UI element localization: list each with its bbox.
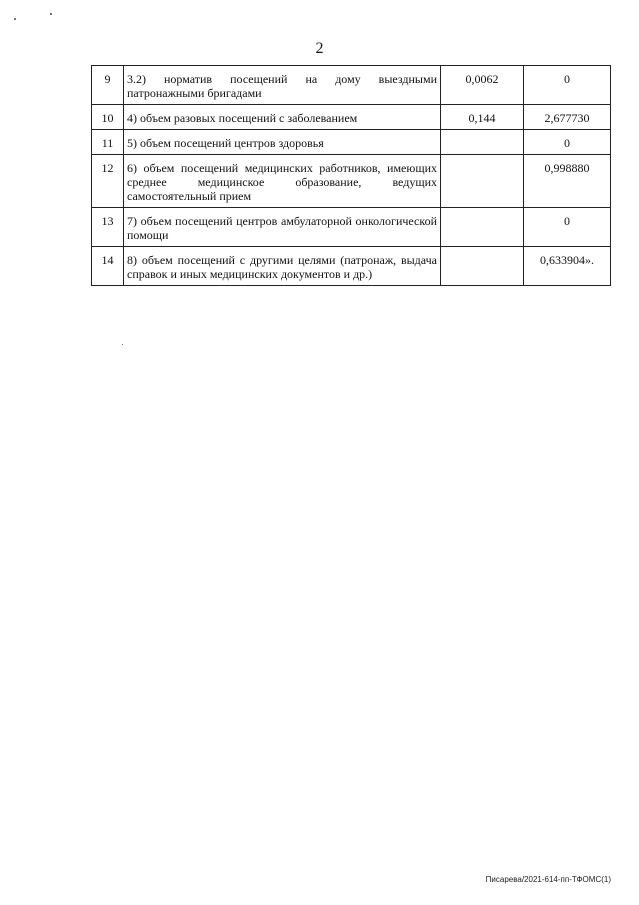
row-value-1: 0,0062 — [441, 66, 524, 105]
row-value-1 — [441, 247, 524, 286]
row-value-2: 0 — [524, 130, 611, 155]
table-row — [92, 155, 611, 208]
row-value-2: 0,633904». — [524, 247, 611, 286]
table-row — [92, 208, 611, 247]
row-value-2: 0 — [524, 66, 611, 105]
row-description: 3.2) норматив посещений на дому выездными патронажными бригадами — [124, 66, 441, 105]
row-value-1: 0,144 — [441, 105, 524, 130]
row-number: 12 — [92, 155, 124, 208]
table-row — [92, 130, 611, 155]
row-value-1 — [441, 155, 524, 208]
row-value-1 — [441, 130, 524, 155]
data-table — [91, 65, 611, 286]
scan-speck — [50, 13, 52, 15]
table-row — [92, 247, 611, 286]
row-description: 6) объем посещений медицинских работников, имеющих среднее медицинское образование, ведущих самостоятельный прием — [124, 155, 441, 208]
row-description: 4) объем разовых посещений с заболеванием — [124, 105, 441, 130]
row-number: 9 — [92, 66, 124, 105]
row-value-2: 2,677730 — [524, 105, 611, 130]
row-description: 7) объем посещений центров амбулаторной онкологической помощи — [124, 208, 441, 247]
row-description: 5) объем посещений центров здоровья — [124, 130, 441, 155]
scan-speck — [122, 344, 123, 345]
page-number: 2 — [315, 40, 324, 57]
row-number: 10 — [92, 105, 124, 130]
footer-doc-code: Писарева/2021-614-пп-ТФОМС(1) — [485, 875, 611, 884]
row-number: 11 — [92, 130, 124, 155]
row-number: 13 — [92, 208, 124, 247]
table-row — [92, 66, 611, 105]
table-row — [92, 105, 611, 130]
row-value-2: 0 — [524, 208, 611, 247]
row-number: 14 — [92, 247, 124, 286]
row-value-2: 0,998880 — [524, 155, 611, 208]
row-description: 8) объем посещений с другими целями (патронаж, выдача справок и иных медицинских документов и др.) — [124, 247, 441, 286]
scan-speck — [14, 18, 16, 20]
row-value-1 — [441, 208, 524, 247]
